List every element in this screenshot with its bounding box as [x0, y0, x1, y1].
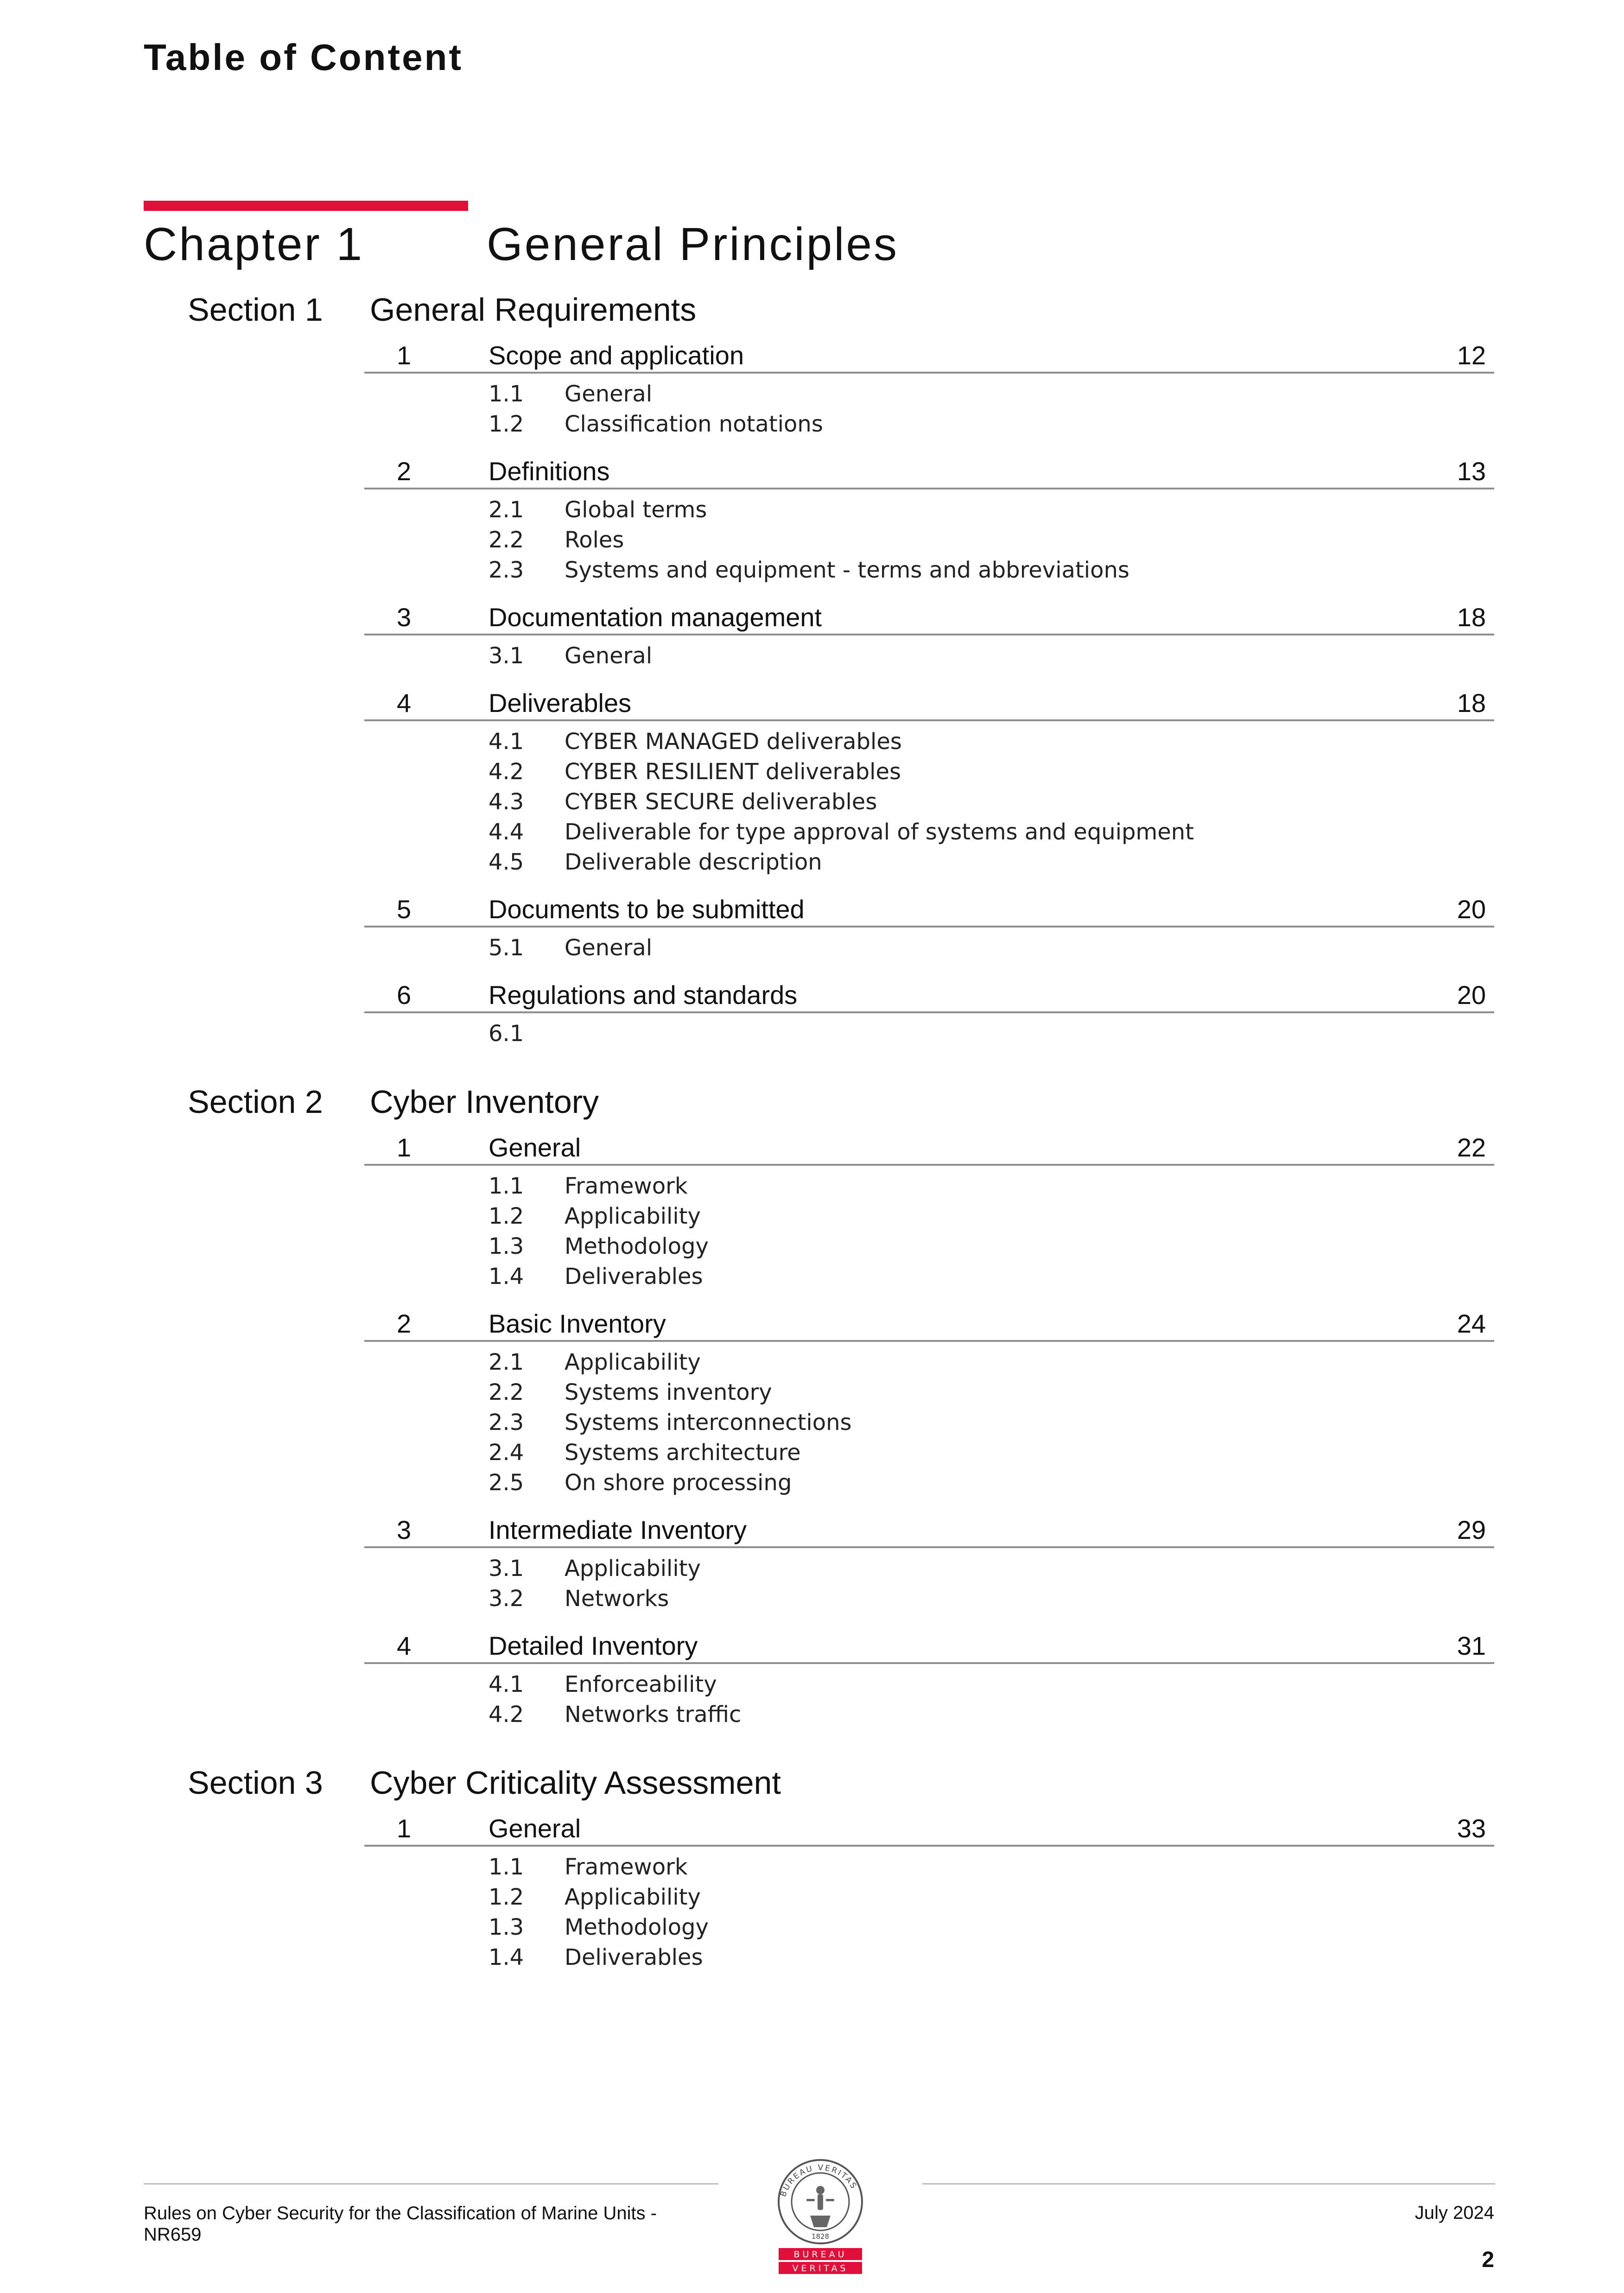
toc-section	[0, 1083, 1624, 1742]
subsection-item[interactable]	[0, 849, 1624, 879]
article-number: 4	[397, 688, 412, 718]
article-title[interactable]: General	[488, 1814, 581, 1843]
subsection-item[interactable]	[0, 1264, 1624, 1294]
subsection-number: 2.3	[488, 557, 524, 583]
section-spacer	[0, 1742, 1624, 1764]
subsection-title[interactable]: Systems and equipment - terms and abbreviations	[565, 557, 1129, 583]
subsection-item[interactable]	[0, 1556, 1624, 1586]
subsection-title[interactable]: Applicability	[565, 1349, 701, 1375]
subsection-title[interactable]: Applicability	[565, 1884, 701, 1910]
subsection-title[interactable]: Deliverables	[565, 1944, 703, 1970]
logo-word-bureau: BUREAU	[793, 2249, 847, 2260]
subsection-number: 1.2	[488, 411, 524, 437]
subsection-number: 2.1	[488, 1349, 524, 1375]
subsection-item[interactable]	[0, 1470, 1624, 1500]
article-number: 4	[397, 1631, 412, 1660]
toc-article	[0, 1809, 1624, 1985]
article-page-number[interactable]: 20	[1457, 895, 1486, 924]
subsection-title[interactable]: On shore processing	[565, 1470, 792, 1496]
section-title[interactable]: General Requirements	[370, 292, 697, 328]
subsection-number: 1.3	[488, 1914, 524, 1940]
toc-article	[0, 1304, 1624, 1510]
subsection-number: 1.1	[488, 1173, 524, 1199]
table-of-contents	[0, 291, 1624, 1985]
subsection-number: 2.3	[488, 1410, 524, 1436]
section-header	[0, 291, 1624, 336]
toc-article	[0, 1626, 1624, 1742]
toc-article	[0, 889, 1624, 975]
article-page-number[interactable]: 31	[1457, 1631, 1486, 1660]
subsection-title[interactable]: Enforceability	[565, 1671, 717, 1697]
article-page-number[interactable]: 12	[1457, 341, 1486, 370]
article-page-number[interactable]: 18	[1457, 688, 1486, 718]
subsection-number: 2.2	[488, 1379, 524, 1405]
subsection-number: 2.4	[488, 1440, 524, 1466]
subsection-number: 4.5	[488, 849, 524, 875]
article-number: 2	[397, 1309, 412, 1338]
subsection-title[interactable]: General	[565, 935, 653, 961]
subsection-number: 4.4	[488, 819, 524, 845]
article-number: 2	[397, 457, 412, 486]
subsection-title[interactable]: CYBER MANAGED deliverables	[565, 729, 902, 755]
subsection-list	[0, 1548, 1624, 1626]
subsection-title[interactable]: Classification notations	[565, 411, 823, 437]
subsection-number: 4.1	[488, 1671, 524, 1697]
article-page-number[interactable]: 22	[1457, 1133, 1486, 1162]
subsection-item[interactable]	[0, 1884, 1624, 1914]
subsection-number: 1.4	[488, 1944, 524, 1970]
subsection-number: 3.2	[488, 1586, 524, 1612]
article-number: 6	[397, 980, 412, 1010]
article-number: 3	[397, 603, 412, 632]
subsection-number: 1.2	[488, 1884, 524, 1910]
toc-article	[0, 597, 1624, 683]
subsection-item[interactable]	[0, 1173, 1624, 1203]
subsection-number: 3.1	[488, 643, 524, 669]
subsection-number: 4.2	[488, 1702, 524, 1728]
article-title[interactable]: Definitions	[488, 457, 610, 486]
toc-article	[0, 683, 1624, 889]
article-page-number[interactable]: 24	[1457, 1309, 1486, 1338]
article-row[interactable]	[364, 1809, 1494, 1847]
footer-document-title: Rules on Cyber Security for the Classification of Marine Units - NR659	[144, 2203, 657, 2245]
section-header	[0, 1764, 1624, 1809]
article-number: 5	[397, 895, 412, 924]
subsection-list	[0, 374, 1624, 451]
subsection-item[interactable]	[0, 1021, 1624, 1051]
article-row[interactable]	[364, 1304, 1494, 1342]
subsection-title[interactable]: CYBER RESILIENT deliverables	[565, 759, 901, 785]
subsection-title[interactable]: Framework	[565, 1173, 688, 1199]
subsection-item[interactable]	[0, 1349, 1624, 1379]
section-label: Section 2	[188, 1084, 323, 1120]
subsection-number: 4.1	[488, 729, 524, 755]
subsection-item[interactable]	[0, 729, 1624, 759]
article-title[interactable]: Documents to be submitted	[488, 895, 805, 924]
article-row[interactable]	[364, 1626, 1494, 1664]
subsection-item[interactable]	[0, 1944, 1624, 1975]
subsection-title[interactable]: Framework	[565, 1854, 688, 1880]
subsection-item[interactable]	[0, 411, 1624, 441]
subsection-item[interactable]	[0, 1203, 1624, 1233]
subsection-number: 1.1	[488, 381, 524, 407]
subsection-item[interactable]	[0, 1379, 1624, 1410]
subsection-item[interactable]	[0, 819, 1624, 849]
article-title[interactable]: Detailed Inventory	[488, 1631, 698, 1660]
article-row[interactable]	[364, 451, 1494, 489]
subsection-title[interactable]: Systems architecture	[565, 1440, 801, 1466]
subsection-item[interactable]	[0, 1702, 1624, 1732]
subsection-title[interactable]: General	[565, 381, 653, 407]
footer-divider-right	[922, 2183, 1495, 2185]
chapter-accent-bar	[144, 201, 468, 211]
article-row[interactable]	[364, 975, 1494, 1013]
subsection-list	[0, 927, 1624, 975]
subsection-item[interactable]	[0, 381, 1624, 411]
subsection-item[interactable]	[0, 643, 1624, 673]
subsection-number: 4.2	[488, 759, 524, 785]
article-row[interactable]	[364, 1510, 1494, 1548]
subsection-title[interactable]: Networks	[565, 1586, 669, 1612]
article-number: 3	[397, 1515, 412, 1544]
logo-year: 1828	[811, 2232, 830, 2241]
toc-article	[0, 336, 1624, 451]
subsection-title[interactable]: Deliverables	[565, 1264, 703, 1289]
article-title[interactable]: Deliverables	[488, 688, 632, 718]
article-title[interactable]: General	[488, 1133, 581, 1162]
subsection-item[interactable]	[0, 1671, 1624, 1702]
subsection-item[interactable]	[0, 1914, 1624, 1944]
subsection-title[interactable]: Methodology	[565, 1233, 709, 1259]
article-row[interactable]	[364, 336, 1494, 374]
subsection-title[interactable]: Deliverable description	[565, 849, 822, 875]
article-page-number[interactable]: 29	[1457, 1515, 1486, 1544]
subsection-list	[0, 1664, 1624, 1742]
subsection-item[interactable]	[0, 1440, 1624, 1470]
subsection-number: 4.3	[488, 789, 524, 815]
subsection-title[interactable]: Methodology	[565, 1914, 709, 1940]
article-row[interactable]	[364, 683, 1494, 721]
subsection-number: 2.1	[488, 497, 524, 523]
section-label: Section 3	[188, 1765, 323, 1801]
toc-article	[0, 1128, 1624, 1304]
bureau-veritas-logo	[769, 2151, 871, 2276]
article-page-number[interactable]: 13	[1457, 457, 1486, 486]
subsection-item[interactable]	[0, 497, 1624, 527]
page-title: Table of Content	[144, 37, 463, 78]
section-title[interactable]: Cyber Criticality Assessment	[370, 1765, 781, 1801]
subsection-number: 2.2	[488, 527, 524, 553]
section-label: Section 1	[188, 292, 323, 328]
subsection-item[interactable]	[0, 1410, 1624, 1440]
subsection-list	[0, 721, 1624, 889]
subsection-number: 3.1	[488, 1556, 524, 1582]
subsection-number: 1.4	[488, 1264, 524, 1289]
article-number: 1	[397, 1814, 412, 1843]
subsection-number: 2.5	[488, 1470, 524, 1496]
subsection-number: 1.1	[488, 1854, 524, 1880]
article-number: 1	[397, 341, 412, 370]
subsection-list	[0, 1342, 1624, 1510]
section-header	[0, 1083, 1624, 1128]
article-row[interactable]	[364, 597, 1494, 635]
footer-page-number: 2	[1482, 2248, 1494, 2272]
article-row[interactable]	[364, 1128, 1494, 1166]
section-spacer	[0, 1061, 1624, 1083]
subsection-title[interactable]: Networks traffic	[565, 1702, 742, 1728]
toc-article	[0, 975, 1624, 1061]
footer-date: July 2024	[1415, 2203, 1494, 2223]
subsection-item[interactable]	[0, 527, 1624, 557]
subsection-list	[0, 635, 1624, 683]
chapter-title: General Principles	[487, 218, 899, 270]
subsection-list	[0, 1847, 1624, 1985]
subsection-number: 1.2	[488, 1203, 524, 1229]
footer-divider-left	[144, 2183, 718, 2185]
subsection-item[interactable]	[0, 935, 1624, 965]
subsection-item[interactable]	[0, 1854, 1624, 1884]
subsection-title[interactable]: Roles	[565, 527, 624, 553]
subsection-title[interactable]: CYBER SECURE deliverables	[565, 789, 877, 815]
subsection-number: 1.3	[488, 1233, 524, 1259]
subsection-title[interactable]: Deliverable for type approval of systems and equipment	[565, 819, 1194, 845]
article-title[interactable]: Documentation management	[488, 603, 822, 632]
subsection-title[interactable]: Global terms	[565, 497, 707, 523]
subsection-list	[0, 1166, 1624, 1304]
article-title[interactable]: Regulations and standards	[488, 980, 798, 1010]
section-title[interactable]: Cyber Inventory	[370, 1084, 599, 1120]
toc-section	[0, 291, 1624, 1061]
article-title[interactable]: Scope and application	[488, 341, 744, 370]
article-page-number[interactable]: 20	[1457, 980, 1486, 1010]
article-number: 1	[397, 1133, 412, 1162]
subsection-title[interactable]: Applicability	[565, 1203, 701, 1229]
subsection-title[interactable]: Applicability	[565, 1556, 701, 1582]
toc-article	[0, 451, 1624, 597]
subsection-list	[0, 489, 1624, 597]
article-title[interactable]: Basic Inventory	[488, 1309, 666, 1338]
subsection-title[interactable]: Systems interconnections	[565, 1410, 852, 1436]
article-row[interactable]	[364, 889, 1494, 927]
subsection-item[interactable]	[0, 1233, 1624, 1264]
subsection-item[interactable]	[0, 557, 1624, 587]
subsection-item[interactable]	[0, 759, 1624, 789]
subsection-item[interactable]	[0, 1586, 1624, 1616]
subsection-number: 6.1	[488, 1021, 524, 1047]
article-page-number[interactable]: 18	[1457, 603, 1486, 632]
logo-ring-text: BUREAU VERITAS	[778, 2163, 859, 2198]
toc-article	[0, 1510, 1624, 1626]
toc-section	[0, 1764, 1624, 1985]
chapter-label: Chapter 1	[144, 218, 364, 270]
subsection-list	[0, 1013, 1624, 1061]
subsection-item[interactable]	[0, 789, 1624, 819]
subsection-title[interactable]: General	[565, 643, 653, 669]
article-title[interactable]: Intermediate Inventory	[488, 1515, 747, 1544]
subsection-title[interactable]: Systems inventory	[565, 1379, 772, 1405]
logo-word-veritas: VERITAS	[792, 2263, 849, 2274]
article-page-number[interactable]: 33	[1457, 1814, 1486, 1843]
subsection-number: 5.1	[488, 935, 524, 961]
